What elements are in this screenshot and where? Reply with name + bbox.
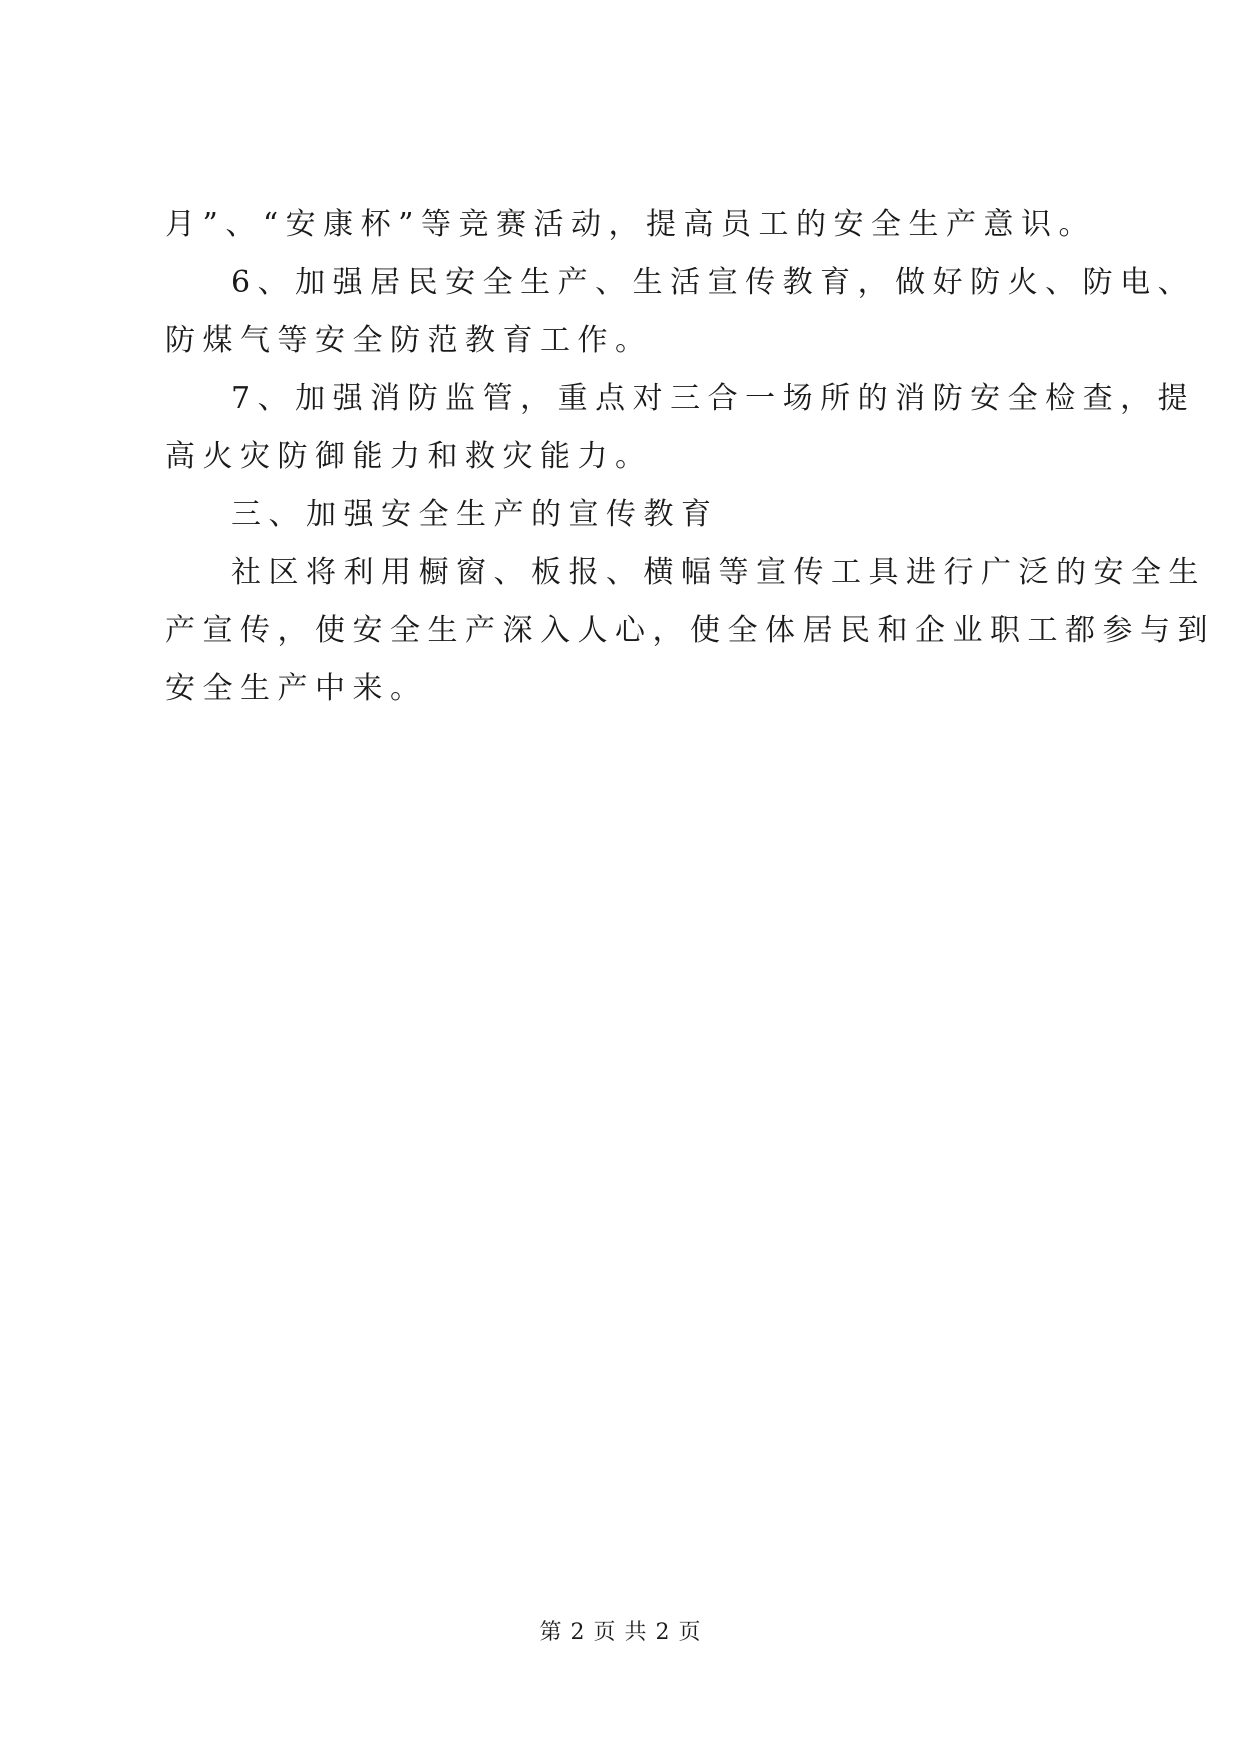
- text-line: 防煤气等安全防范教育工作。: [165, 323, 653, 358]
- page-number-footer: 第 2 页 共 2 页: [539, 1620, 702, 1645]
- section-heading: 三、加强安全生产的宣传教育: [231, 497, 719, 532]
- document-body: [165, 196, 1215, 718]
- text-line: 7、加强消防监管，重点对三合一场所的消防安全检查，提: [231, 381, 1196, 416]
- text-line: 6、加强居民安全生产、生活宣传教育，做好防火、防电、: [231, 265, 1196, 300]
- text-line: 产宣传，使安全生产深入人心，使全体居民和企业职工都参与到: [165, 613, 1215, 648]
- text-line: 安全生产中来。: [165, 671, 428, 706]
- text-line: 高火灾防御能力和救灾能力。: [165, 439, 653, 474]
- text-line: 月”、“安康杯”等竞赛活动，提高员工的安全生产意识。: [165, 207, 1097, 242]
- text-line: 社区将利用橱窗、板报、横幅等宣传工具进行广泛的安全生: [231, 555, 1206, 590]
